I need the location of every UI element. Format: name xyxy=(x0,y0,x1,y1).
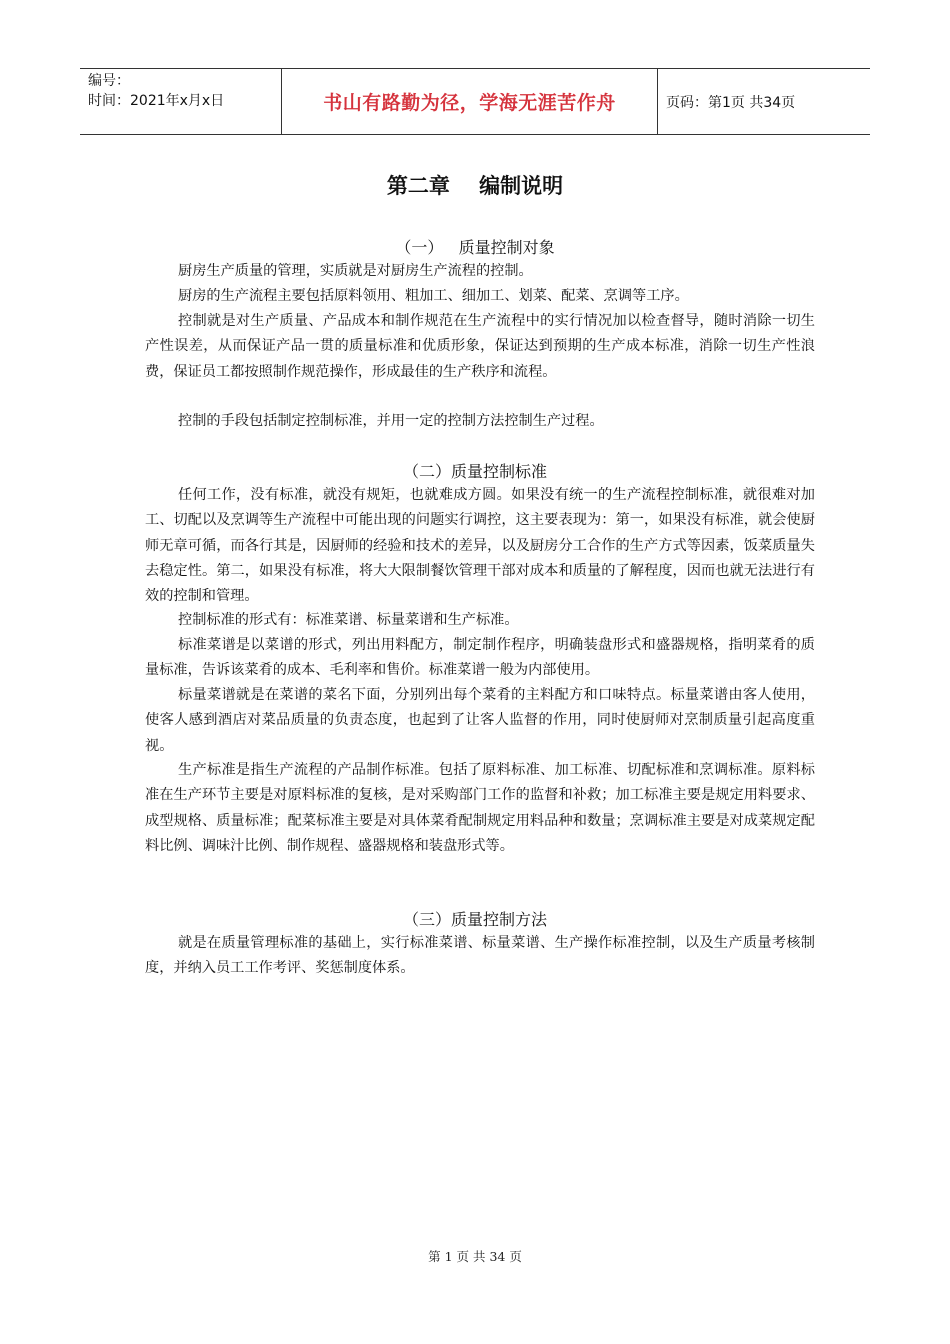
paragraph: 标量菜谱就是在菜谱的菜名下面，分别列出每个菜肴的主料配方和口味特点。标量菜谱由客人使用，使客人感到酒店对菜品质量的负责态度，也起到了让客人监督的作用，同时使厨师对烹制质量引起高度重视。 xyxy=(145,687,815,754)
paragraph: 控制标准的形式有：标准菜谱、标量菜谱和生产标准。 xyxy=(178,612,519,628)
paragraph: 厨房的生产流程主要包括原料领用、粗加工、细加工、划菜、配菜、烹调等工序。 xyxy=(178,288,689,304)
header-page-info: 页码：第1页 共34页 xyxy=(666,94,796,111)
header-motto: 书山有路勤为径，学海无涯苦作舟 xyxy=(281,69,658,134)
section-title: （三）质量控制方法 xyxy=(402,910,547,929)
document-date-label: 时间：2021年x月x日 xyxy=(88,93,225,109)
paragraph: 控制的手段包括制定控制标准，并用一定的控制方法控制生产过程。 xyxy=(178,413,604,429)
section-title: （一） 质量控制对象 xyxy=(395,238,555,257)
paragraph: 标准菜谱是以菜谱的形式，列出用料配方，制定制作程序，明确装盘形式和盛器规格，指明菜肴的质量标准，告诉该菜肴的成本、毛利率和售价。标准菜谱一般为内部使用。 xyxy=(145,637,815,679)
section-title: （二）质量控制标准 xyxy=(402,462,547,481)
document-number-label: 编号： xyxy=(88,73,130,89)
page-header xyxy=(80,68,870,135)
paragraph: 任何工作，没有标准，就没有规矩，也就难成方圆。如果没有统一的生产流程控制标准，就很难对加工、切配以及烹调等生产流程中可能出现的问题实行调控，这主要表现为：第一，如果没有标准，就会使厨师无章可循，而各行其是，因厨师的经验和技术的差异，以及厨房分工合作的生产方式等因素，饭菜质量失去稳定性。第二，如果没有标准，将大大限制餐饮管理干部对成本和质量的了解程度，因而也就无法进行有效的控制和管理。 xyxy=(145,487,815,605)
paragraph: 就是在质量管理标准的基础上，实行标准菜谱、标量菜谱、生产操作标准控制，以及生产质量考核制度，并纳入员工工作考评、奖惩制度体系。 xyxy=(145,935,815,977)
paragraph: 生产标准是指生产流程的产品制作标准。包括了原料标准、加工标准、切配标准和烹调标准。原料标准在生产环节主要是对原料标准的复核，是对采购部门工作的监督和补救；加工标准主要是规定用料要求、成型规格、质量标准；配菜标准主要是对具体菜肴配制规定用料品种和数量；烹调标准主要是对成菜规定配料比例、调味汁比例、制作规程、盛器规格和装盘形式等。 xyxy=(145,762,815,854)
header-meta xyxy=(80,69,281,134)
chapter-title: 第二章 编制说明 xyxy=(386,174,564,198)
page-footer: 第 1 页 共 34 页 xyxy=(428,1249,522,1264)
paragraph: 厨房生产质量的管理，实质就是对厨房生产流程的控制。 xyxy=(178,263,533,279)
paragraph: 控制就是对生产质量、产品成本和制作规范在生产流程中的实行情况加以检查督导，随时消除一切生产性误差，从而保证产品一贯的质量标准和优质形象，保证达到预期的生产成本标准，消除一切生产性浪费，保证员工都按照制作规范操作，形成最佳的生产秩序和流程。 xyxy=(145,313,815,380)
